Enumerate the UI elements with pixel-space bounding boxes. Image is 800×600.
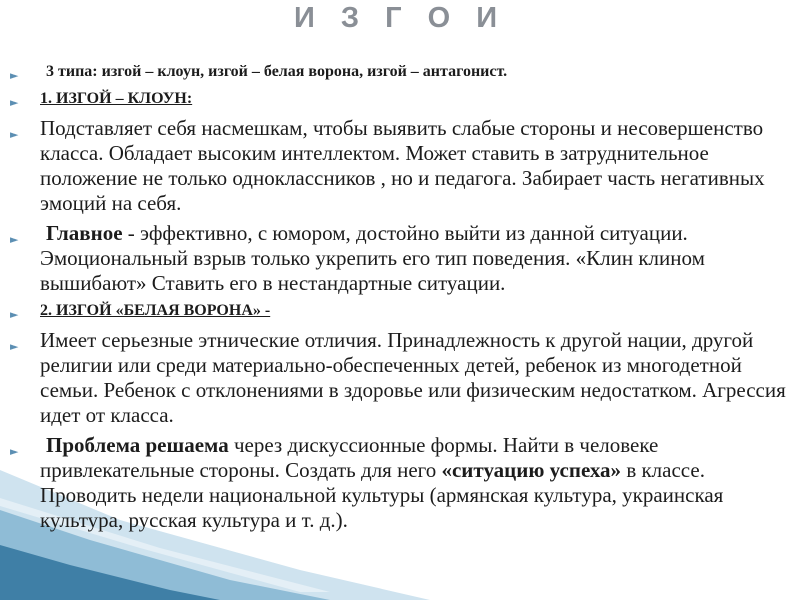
types-text: 3 типа: изгой – клоун, изгой – белая ворона, изгой – антагонист. — [46, 63, 508, 80]
section1-heading: 1. ИЗГОЙ – КЛОУН: — [40, 90, 193, 107]
list-item-section2-text — [10, 328, 790, 428]
section2-text: Имеет серьезные этнические отличия. Принадлежность к другой нации, другой религии или среди материально-обеспеченных детей, ребенок из многодетной семьи. Ребенок с отклонениями в здоровье или физическим недостатком. Агрессия идет от класса. — [40, 328, 786, 427]
triangle-bullet-icon: ► — [10, 96, 19, 109]
main-label: Главное — [46, 221, 123, 245]
triangle-bullet-icon: ► — [10, 445, 19, 458]
list-item-problem — [10, 433, 790, 533]
problem-text: через дискуссионные формы. Найти в человеке привлекательные стороны. Создать для него — [40, 433, 659, 482]
list-item-section1-heading — [10, 89, 790, 109]
bullet-list — [10, 62, 790, 538]
section2-heading: 2. ИЗГОЙ «БЕЛАЯ ВОРОНА» - — [40, 302, 271, 319]
list-item-section1-text — [10, 116, 790, 216]
success-label: «ситуацию успеха» — [441, 458, 622, 482]
list-item-main — [10, 221, 790, 296]
main-text: - эффективно, с юмором, достойно выйти из данной ситуации. Эмоциональный взрыв только укрепить его тип поведения. «Клин клином вышибают» Ставить его в нестандартные ситуации. — [40, 221, 705, 295]
list-item-section2-heading — [10, 301, 790, 321]
section1-text: Подставляет себя насмешкам, чтобы выявить слабые стороны и несовершенство класса. Обладает высоким интеллектом. Может ставить в затруднительное положение не только одноклассников , но и педагога. Забирает часть негативных эмоций на себя. — [40, 116, 765, 215]
triangle-bullet-icon: ► — [10, 233, 19, 246]
triangle-bullet-icon: ► — [10, 128, 19, 141]
triangle-bullet-icon: ► — [10, 69, 19, 82]
problem-label: Проблема решаема — [46, 433, 229, 457]
problem-tail: в классе. Проводить недели национальной культуры (армянская культура, украинская культура, русская культура и т. д.). — [40, 458, 724, 532]
triangle-bullet-icon: ► — [10, 308, 19, 321]
slide-title: И З Г О И — [293, 2, 507, 34]
list-item-types — [10, 62, 790, 82]
triangle-bullet-icon: ► — [10, 340, 19, 353]
